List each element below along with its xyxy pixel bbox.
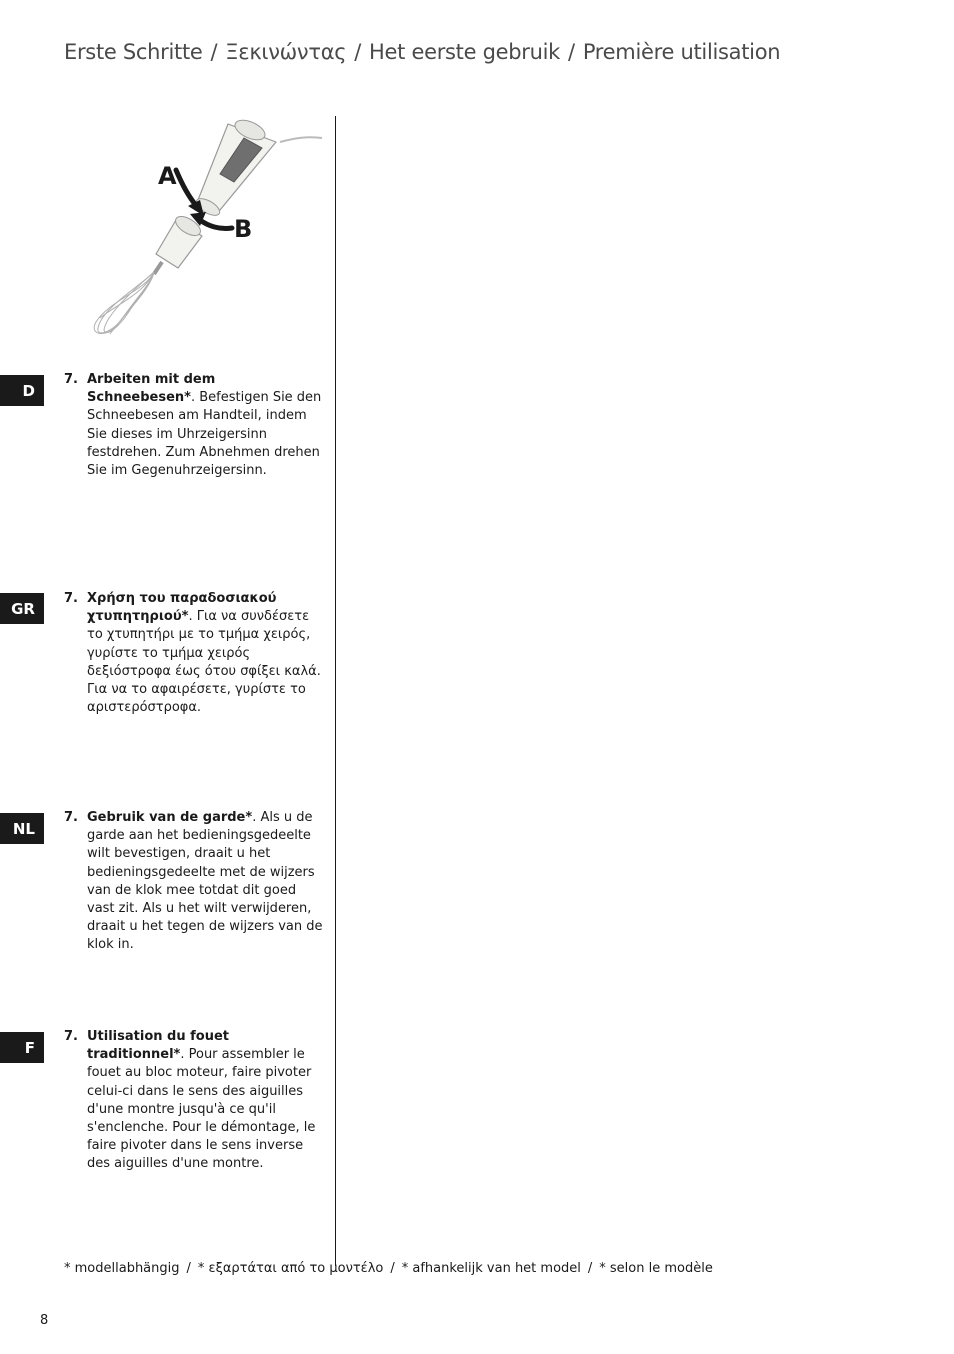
step-title: Χρήση του παραδοσιακού χτυπητηριού*: [87, 591, 277, 625]
step-number: 7.: [64, 810, 78, 825]
step-text: . Για να συνδέσετε το χτυπητήρι με το τμήμα χειρός, γυρίστε το τμήμα χειρός δεξιόστροφα έως ότου σφίξει καλά. Για να το αφαιρέσετε, γυρίστε το αριστερόστροφα.: [87, 609, 321, 716]
footnote-separator: /: [186, 1261, 191, 1276]
language-tab-gr: GR: [0, 593, 44, 624]
footnote-gr: * εξαρτάται από το μοντέλο: [197, 1261, 384, 1276]
step-text: . Befestigen Sie den Schneebesen am Handteil, indem Sie dieses im Uhrzeigersinn festdrehen. Zum Abnehmen drehen Sie im Gegenuhrzeigersinn.: [87, 390, 322, 479]
page-title: [64, 40, 780, 64]
step-gr: [64, 590, 326, 717]
hand-blender-whisk-illustration: [80, 112, 330, 347]
step-fr: [64, 1028, 326, 1174]
step-number: 7.: [64, 372, 78, 387]
title-separator: /: [210, 40, 218, 64]
step-text: . Pour assembler le fouet au bloc moteur, faire pivoter celui-ci dans le sens des aiguilles d'une montre jusqu'à ce qu'il s'enclenche. Pour le démontage, le faire pivoter dans le sens inverse des aiguilles d'une montre.: [87, 1047, 316, 1172]
step-number: 7.: [64, 591, 78, 606]
language-tab-de: D: [0, 375, 44, 406]
whisk-assembly-icon: [80, 112, 330, 347]
step-de: [64, 371, 326, 480]
title-separator: /: [354, 40, 362, 64]
language-tab-fr: F: [0, 1032, 44, 1063]
title-gr: Ξεκινώντας: [225, 40, 347, 64]
footnote-separator: /: [390, 1261, 395, 1276]
footnote-fr: * selon le modèle: [599, 1261, 713, 1276]
footnote-de: * modellabhängig: [64, 1261, 180, 1276]
title-de: Erste Schritte: [64, 40, 203, 64]
footnote-nl: * afhankelijk van het model: [401, 1261, 581, 1276]
language-tab-nl: NL: [0, 813, 44, 844]
step-nl: [64, 809, 326, 955]
page-number: 8: [40, 1313, 49, 1328]
step-title: Gebruik van de garde*: [87, 810, 253, 825]
step-title: Utilisation du fouet traditionnel*: [87, 1029, 229, 1063]
footnote: [64, 1261, 713, 1276]
step-text: . Als u de garde aan het bedieningsgedeelte wilt bevestigen, draait u het bedieningsgedeelte met de wijzers van de klok mee totdat dit goed vast zit. Als u het wilt verwijderen, draait u het tegen de wijzers van de klok in.: [87, 810, 323, 953]
label-b: B: [234, 215, 253, 243]
label-a: A: [158, 162, 177, 190]
footnote-separator: /: [587, 1261, 593, 1276]
step-title: Arbeiten mit dem Schneebesen*: [87, 372, 216, 406]
column-divider: [335, 116, 336, 1266]
title-separator: /: [568, 40, 575, 64]
title-nl: Het eerste gebruik: [369, 40, 561, 64]
title-fr: Première utilisation: [582, 40, 781, 64]
step-number: 7.: [64, 1029, 78, 1044]
